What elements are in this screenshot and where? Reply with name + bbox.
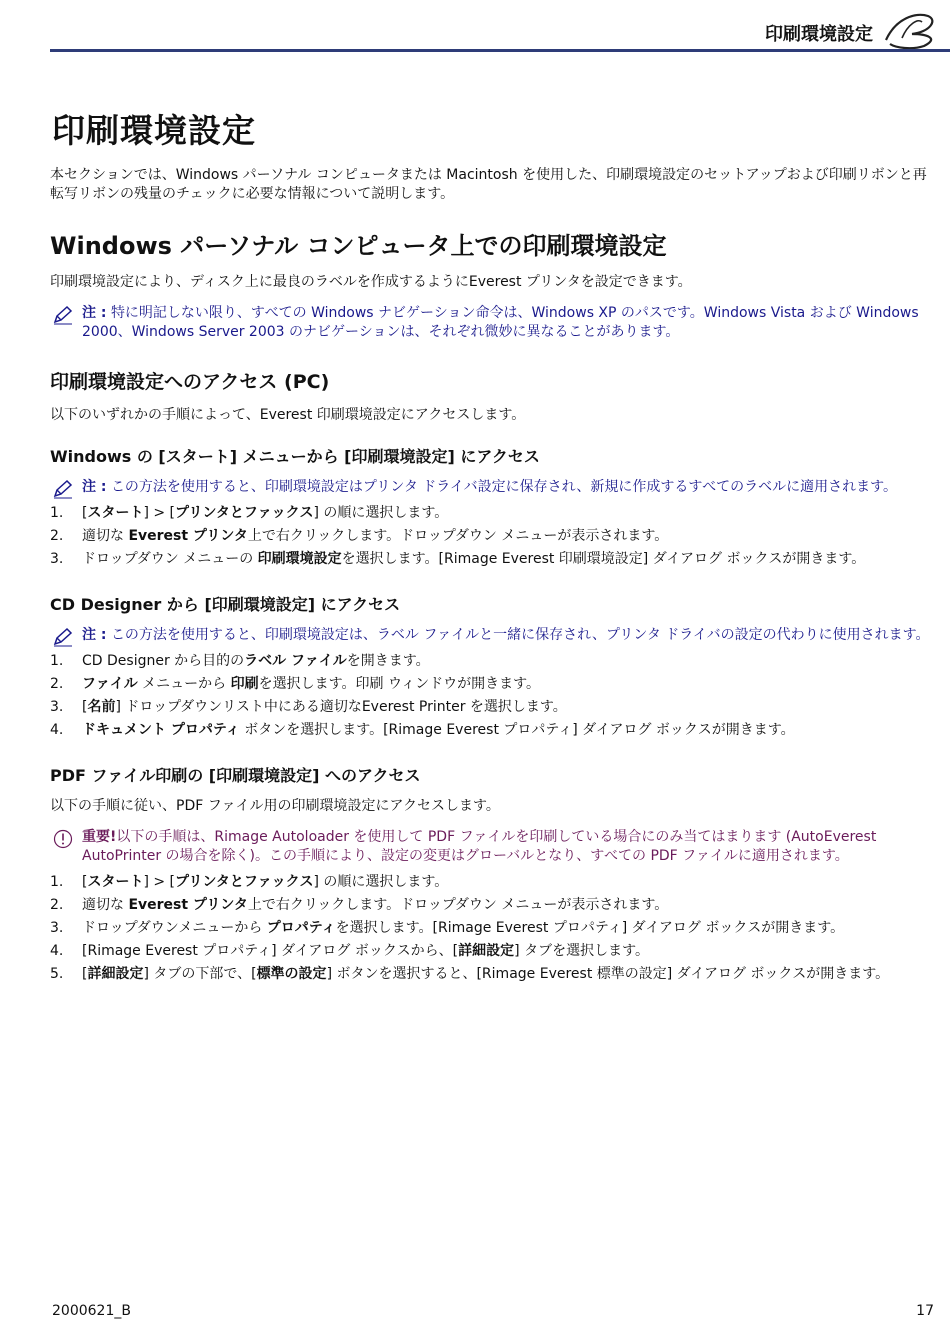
header-rule <box>50 49 950 52</box>
list-item: 1. [スタート] > [プリンタとファックス] の順に選択します。 <box>50 504 449 521</box>
note-cd-designer <box>50 626 940 645</box>
list-item: 3. ドロップダウン メニューの 印刷環境設定を選択します。[Rimage Everest 印刷環境設定] ダイアログ ボックスが開きます。 <box>50 550 866 567</box>
warning-text: 以下の手順は、Rimage Autoloader を使用して PDF ファイルを印刷している場合にのみ当てはまります (AutoEverest AutoPrinter の場合を除く)。この手順により、設定の変更はグローバルとなり、すべての PDF ファイルに適用されます。 <box>82 829 877 865</box>
rimage-logo-icon <box>882 10 942 50</box>
note-windows-paths <box>50 304 940 342</box>
list-item: 4. ドキュメント プロパティ ボタンを選択します。[Rimage Everest プロパティ] ダイアログ ボックスが開きます。 <box>50 721 795 738</box>
cd-designer-steps <box>50 652 940 740</box>
list-item: 4. [Rimage Everest プロパティ] ダイアログ ボックスから、[詳細設定] タブを選択します。 <box>50 943 649 960</box>
list-item: 2. 適切な Everest プリンタ上で右クリックします。ドロップダウン メニューが表示されます。 <box>50 527 669 544</box>
note-text: 特に明記しない限り、すべての Windows ナビゲーション命令は、Windows XP のパスです。Windows Vista および Windows 2000、Windows Server 2003 のナビゲーションは、それぞれ微妙に異なることがあります。 <box>82 304 919 340</box>
pdf-steps <box>50 873 940 984</box>
section-heading-pdf: PDF ファイル印刷の [印刷環境設定] へのアクセス <box>50 765 421 785</box>
note-text: この方法を使用すると、印刷環境設定は、ラベル ファイルと一緒に保存され、プリンタ ドライバの設定の代わりに使用されます。 <box>110 626 930 643</box>
note-text: この方法を使用すると、印刷環境設定はプリンタ ドライバ設定に保存され、新規に作成するすべてのラベルに適用されます。 <box>110 478 898 495</box>
main-content <box>50 112 940 988</box>
list-item: 2. 適切な Everest プリンタ上で右クリックします。ドロップダウン メニューが表示されます。 <box>50 897 669 914</box>
note-start-menu <box>50 478 940 497</box>
page-title: 印刷環境設定 <box>52 111 256 150</box>
important-notice <box>50 828 940 866</box>
pdf-description: 以下の手順に従い、PDF ファイル用の印刷環境設定にアクセスします。 <box>50 798 500 815</box>
start-menu-steps <box>50 504 940 569</box>
section-heading-start-menu: Windows の [スタート] メニューから [印刷環境設定] にアクセス <box>50 446 540 466</box>
warning-label: 重要! <box>82 829 117 846</box>
list-item: 3. [名前] ドロップダウンリスト中にある適切なEverest Printer を選択します。 <box>50 698 567 715</box>
access-pc-description: 以下のいずれかの手順によって、Everest 印刷環境設定にアクセスします。 <box>50 406 526 423</box>
list-item: 1. [スタート] > [プリンタとファックス] の順に選択します。 <box>50 874 449 891</box>
pencil-note-icon <box>52 305 74 325</box>
exclamation-icon <box>52 829 74 849</box>
intro-paragraph: 本セクションでは、Windows パーソナル コンピュータまたは Macintosh を使用した、印刷環境設定のセットアップおよび印刷リボンと再転写リボンの残量のチェックに必要な情報について説明します。 <box>50 166 927 202</box>
pencil-note-icon <box>52 627 74 647</box>
section-heading-cd-designer: CD Designer から [印刷環境設定] にアクセス <box>50 594 401 614</box>
list-item: 2. ファイル メニューから 印刷を選択します。印刷 ウィンドウが開きます。 <box>50 675 541 692</box>
list-item: 5. [詳細設定] タブの下部で、[標準の設定] ボタンを選択すると、[Rimage Everest 標準の設定] ダイアログ ボックスが開きます。 <box>50 966 890 983</box>
header-title: 印刷環境設定 <box>765 24 873 45</box>
list-item: 1. CD Designer から目的のラベル ファイルを開きます。 <box>50 652 430 669</box>
note-label: 注 : <box>82 626 107 643</box>
list-item: 3. ドロップダウンメニューから プロパティを選択します。[Rimage Everest プロパティ] ダイアログ ボックスが開きます。 <box>50 920 845 937</box>
footer-doc-id: 2000621_B <box>52 1303 131 1319</box>
section-heading-access-pc: 印刷環境設定へのアクセス (PC) <box>50 370 330 393</box>
note-label: 注 : <box>82 304 107 321</box>
windows-description: 印刷環境設定により、ディスク上に最良のラベルを作成するようにEverest プリンタを設定できます。 <box>50 273 692 290</box>
section-heading-windows: Windows パーソナル コンピュータ上での印刷環境設定 <box>50 231 667 260</box>
note-label: 注 : <box>82 478 107 495</box>
pencil-note-icon <box>52 479 74 499</box>
footer-page-number: 17 <box>916 1303 934 1319</box>
